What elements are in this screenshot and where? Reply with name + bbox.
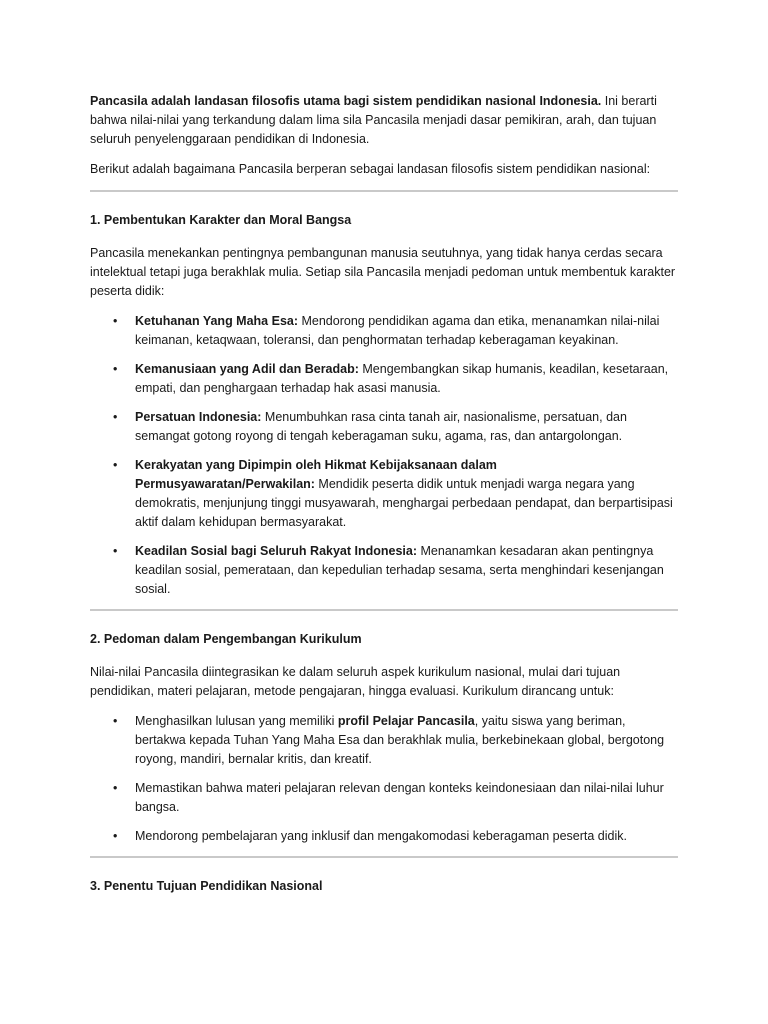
- bullet-icon: •: [113, 714, 118, 728]
- curriculum-list: [90, 712, 678, 846]
- item-text: Mendidik peserta didik untuk menjadi warga negara yang demokratis, menjunjung tinggi musyawarah, menghargai perbedaan pendapat, dan berpartisipasi aktif dalam kehidupan bermasyarakat.: [135, 477, 673, 529]
- bullet-icon: •: [113, 458, 118, 472]
- item-text: Menumbuhkan rasa cinta tanah air, nasionalisme, persatuan, dan semangat gotong royong di tengah keberagaman suku, agama, ras, dan antargolongan.: [135, 410, 627, 443]
- item-text: Menanamkan kesadaran akan pentingnya keadilan sosial, pemerataan, dan kepedulian terhadap sesama, serta menghindari kesenjangan sosial.: [135, 544, 664, 596]
- list-item: [90, 779, 678, 817]
- section-heading: 2. Pedoman dalam Pengembangan Kurikulum: [90, 632, 362, 646]
- sila-list: [90, 312, 678, 599]
- item-text: Mengembangkan sikap humanis, keadilan, kesetaraan, empati, dan penghargaan terhadap hak asasi manusia.: [135, 362, 669, 395]
- intro-rest: Ini berarti bahwa nilai-nilai yang terkandung dalam lima sila Pancasila menjadi dasar pemikiran, arah, dan tujuan seluruh penyelenggaraan pendidikan di Indonesia.: [90, 94, 657, 146]
- bullet-icon: •: [113, 410, 118, 424]
- item-text: Menghasilkan lulusan yang memiliki: [135, 714, 338, 728]
- list-item: [90, 456, 678, 532]
- intro-lead: Pancasila adalah landasan filosofis utama bagi sistem pendidikan nasional Indonesia.: [90, 94, 602, 108]
- item-title: Persatuan Indonesia:: [135, 410, 262, 424]
- intro-paragraph: [90, 92, 678, 149]
- item-text: , yaitu siswa yang beriman, bertakwa kepada Tuhan Yang Maha Esa dan berakhlak mulia, berkebinekaan global, bergotong royong, mandiri, bernalar kritis, dan kreatif.: [135, 714, 665, 766]
- section-heading: 3. Penentu Tujuan Pendidikan Nasional: [90, 879, 323, 893]
- intro-second-paragraph: Berikut adalah bagaimana Pancasila berperan sebagai landasan filosofis sistem pendidikan nasional:: [90, 162, 651, 176]
- bullet-icon: •: [113, 829, 118, 843]
- list-item: [90, 360, 678, 398]
- section-divider: [90, 190, 678, 192]
- list-item: [90, 542, 678, 599]
- item-title: Kemanusiaan yang Adil dan Beradab:: [135, 362, 359, 376]
- bullet-icon: •: [113, 314, 118, 328]
- bullet-icon: •: [113, 362, 118, 376]
- bullet-icon: •: [113, 781, 118, 795]
- item-emphasis: profil Pelajar Pancasila: [337, 714, 475, 728]
- list-item: [90, 712, 678, 769]
- section-divider: [90, 609, 678, 611]
- section-body: Nilai-nilai Pancasila diintegrasikan ke dalam seluruh aspek kurikulum nasional, mulai dari tujuan pendidikan, materi pelajaran, metode pengajaran, hingga evaluasi. Kurikulum dirancang untuk:: [90, 665, 621, 698]
- bullet-icon: •: [113, 544, 118, 558]
- section-divider: [90, 856, 678, 858]
- item-title: Ketuhanan Yang Maha Esa:: [135, 314, 299, 328]
- item-text: Mendorong pendidikan agama dan etika, menanamkan nilai-nilai keimanan, ketaqwaan, toleransi, dan penghormatan terhadap keberagaman keyakinan.: [135, 314, 660, 347]
- list-item: [90, 312, 678, 350]
- list-item: [90, 408, 678, 446]
- list-item: [90, 827, 678, 846]
- section-body: Pancasila menekankan pentingnya pembangunan manusia seutuhnya, yang tidak hanya cerdas secara intelektual tetapi juga berakhlak mulia. Setiap sila Pancasila menjadi pedoman untuk membentuk karakter peserta didik:: [90, 246, 676, 298]
- item-title: Keadilan Sosial bagi Seluruh Rakyat Indonesia:: [135, 544, 418, 558]
- item-text: Memastikan bahwa materi pelajaran relevan dengan konteks keindonesiaan dan nilai-nilai luhur bangsa.: [135, 781, 664, 814]
- item-text: Mendorong pembelajaran yang inklusif dan mengakomodasi keberagaman peserta didik.: [135, 829, 627, 843]
- section-heading: 1. Pembentukan Karakter dan Moral Bangsa: [90, 213, 352, 227]
- document-page: [90, 92, 678, 910]
- item-title: Kerakyatan yang Dipimpin oleh Hikmat Kebijaksanaan dalam Permusyawaratan/Perwakilan:: [135, 458, 497, 491]
